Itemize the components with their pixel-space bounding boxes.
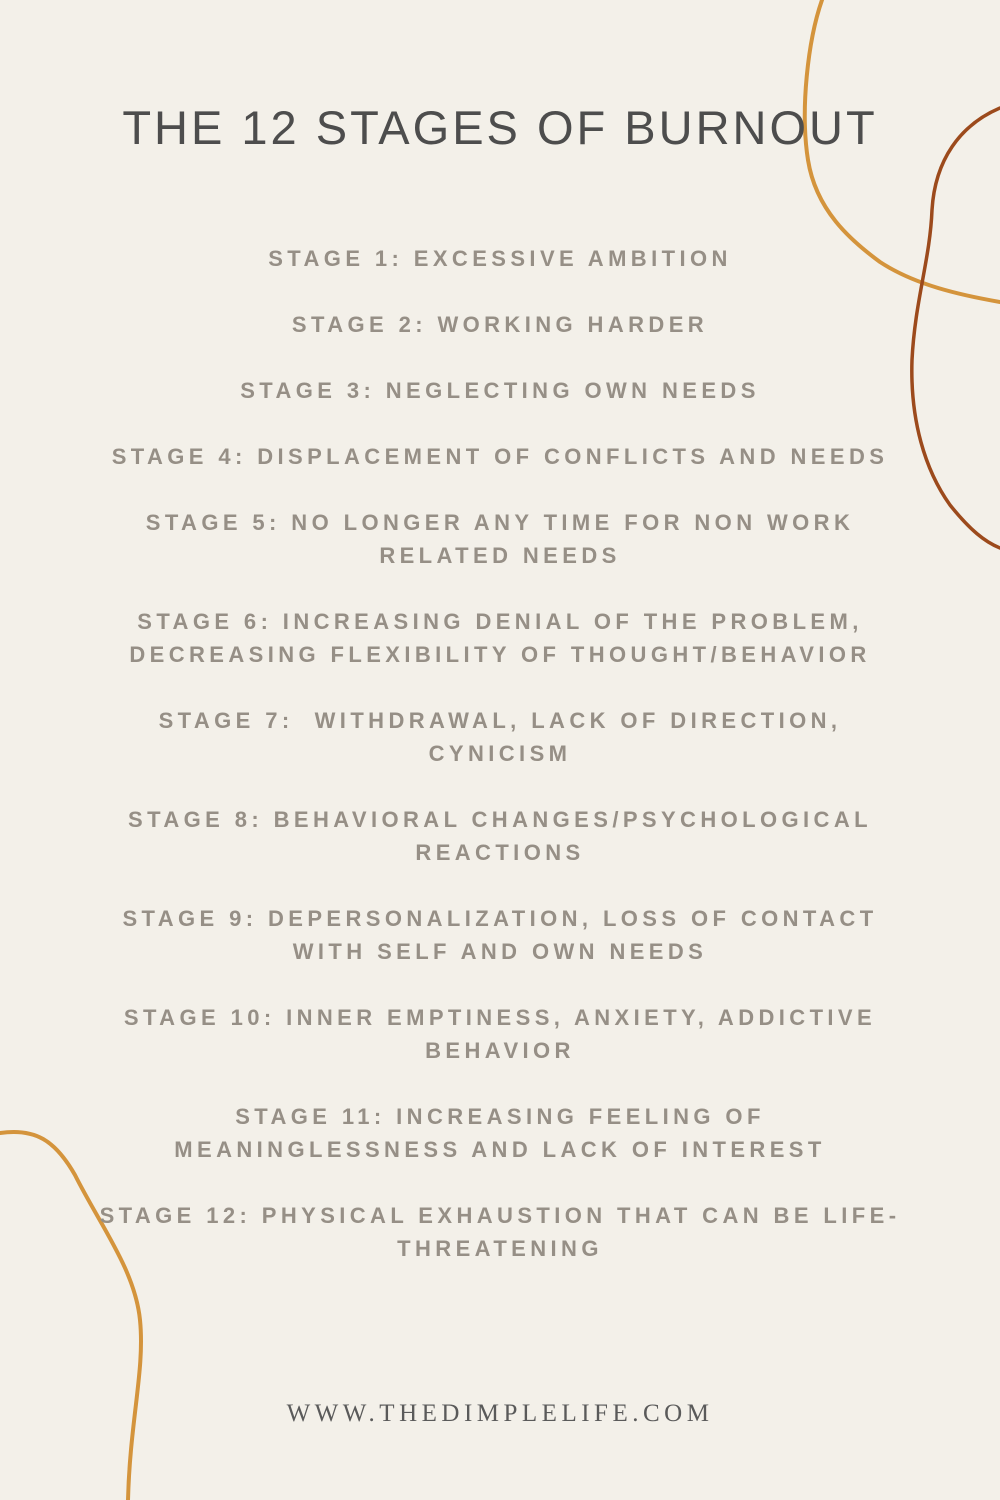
stage-1: STAGE 1: EXCESSIVE AMBITION bbox=[268, 246, 732, 271]
stage-11: STAGE 11: INCREASING FEELING OF MEANINGLESSNESS AND LACK OF INTEREST bbox=[174, 1104, 826, 1162]
stage-10: STAGE 10: INNER EMPTINESS, ANXIETY, ADDICTIVE BEHAVIOR bbox=[123, 1005, 887, 1063]
stage-7: STAGE 7: WITHDRAWAL, LACK OF DIRECTION, CYNICISM bbox=[158, 708, 852, 766]
stage-9: STAGE 9: DEPERSONALIZATION, LOSS OF CONTACT WITH SELF AND OWN NEEDS bbox=[122, 906, 889, 964]
stage-3: STAGE 3: NEGLECTING OWN NEEDS bbox=[240, 378, 760, 403]
stage-5: STAGE 5: NO LONGER ANY TIME FOR NON WORK RELATED NEEDS bbox=[145, 510, 865, 568]
stage-6: STAGE 6: INCREASING DENIAL OF THE PROBLEM, DECREASING FLEXIBILITY OF THOUGHT/BEHAVIOR bbox=[129, 609, 874, 667]
website-url: WWW.THEDIMPLELIFE.COM bbox=[286, 1400, 714, 1427]
stage-8: STAGE 8: BEHAVIORAL CHANGES/PSYCHOLOGICAL REACTIONS bbox=[128, 807, 883, 865]
rust-curve-right bbox=[912, 108, 1000, 548]
page-title: THE 12 STAGES OF BURNOUT bbox=[122, 101, 878, 154]
stage-4: STAGE 4: DISPLACEMENT OF CONFLICTS AND NEEDS bbox=[111, 444, 889, 469]
stage-2: STAGE 2: WORKING HARDER bbox=[291, 312, 709, 337]
stages-list bbox=[90, 242, 910, 1298]
stage-12: STAGE 12: PHYSICAL EXHAUSTION THAT CAN BE LIFE-THREATENING bbox=[99, 1203, 901, 1261]
